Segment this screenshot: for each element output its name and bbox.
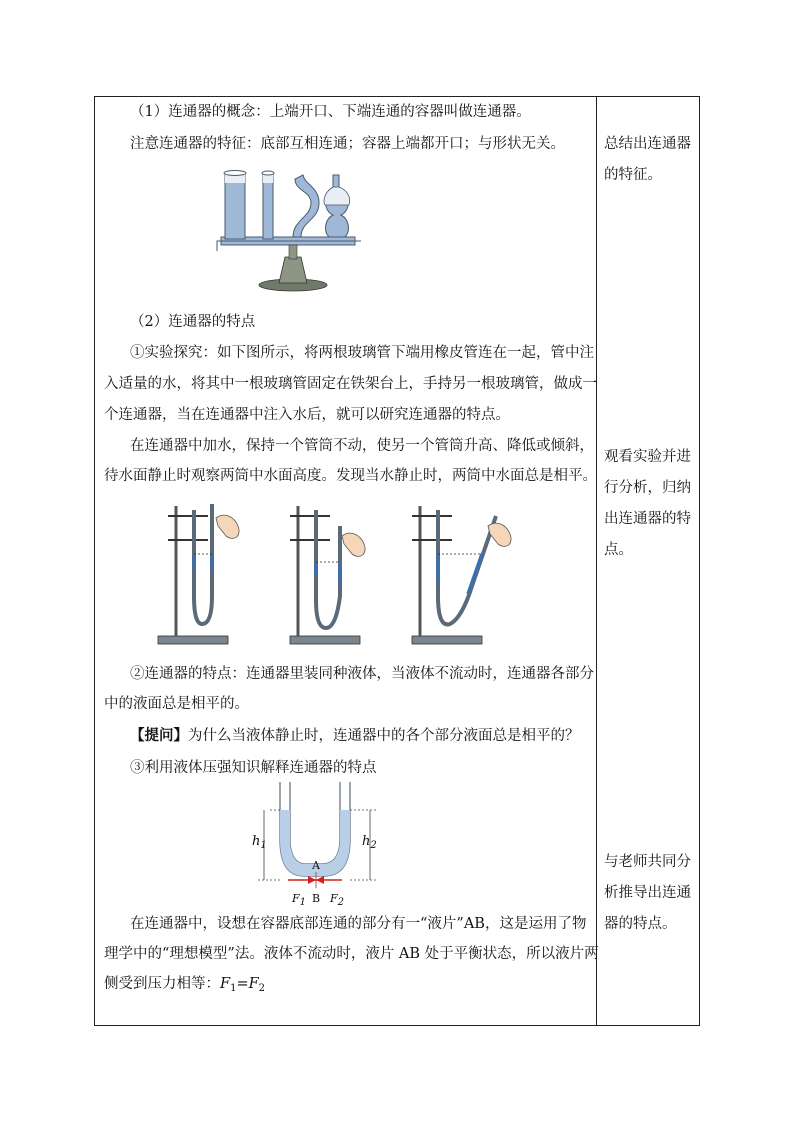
label-A: A: [312, 859, 320, 872]
column-divider: [596, 96, 597, 1026]
feature-line-1: ②连通器的特点：连通器里装同种液体，当液体不流动时，连通器各部分: [130, 666, 594, 682]
observation-line-2: 待水面静止时观察两筒中水面高度。发现当水静止时，两筒中水面总是相平。: [104, 468, 597, 484]
model-line-1: 在连通器中，设想在容器底部连通的部分有一“液片”AB，这是运用了物: [130, 916, 587, 932]
explain-heading: ③利用液体压强知识解释连通器的特点: [130, 760, 377, 776]
side-note-1-line-1: 总结出连通器: [604, 136, 691, 152]
concept-paragraph: （1）连通器的概念：上端开口、下端连通的容器叫做连通器。: [130, 104, 531, 120]
side-note-3-line-2: 析推导出连通: [604, 885, 691, 901]
question-tag: 【提问】: [130, 727, 188, 744]
label-h1: $h_1$: [252, 834, 267, 851]
features-heading: （2）连通器的特点: [130, 314, 256, 330]
feature-line-2: 中的液面总是相平的。: [104, 696, 249, 712]
setup-raised: [290, 506, 365, 644]
label-F2: F2: [330, 892, 345, 908]
feature-note-paragraph: 注意连通器的特征：底部互相连通；容器上端都开口；与形状无关。: [130, 136, 565, 152]
model-line-3: 侧受到压力相等：$F_1=F_2$: [104, 976, 266, 994]
side-note-1-line-2: 的特征。: [604, 167, 662, 183]
side-note-2-line-2: 行分析，归纳: [604, 480, 691, 496]
label-F1: F1: [292, 892, 307, 908]
experiment-line-3: 个连通器，当在连通器中注入水后，就可以研究连通器的特点。: [104, 407, 510, 423]
label-h2: $h_2$: [362, 834, 377, 851]
label-B: B: [312, 892, 321, 905]
question-text: 为什么当液体静止时，连通器中的各个部分液面总是相平的？: [188, 728, 580, 744]
observation-line-1: 在连通器中加水，保持一个管筒不动，使另一个管筒升高、降低或倾斜，: [130, 438, 594, 454]
side-note-2-line-3: 出连通器的特: [604, 511, 691, 527]
experiment-line-2: 入适量的水，将其中一根玻璃管固定在铁架台上，手持另一根玻璃管，做成一: [104, 376, 597, 392]
connected-vessels-figure: [215, 165, 365, 295]
setup-tilted: [412, 506, 511, 644]
side-note-2-line-1: 观看实验并进: [604, 449, 691, 465]
setup-level: [158, 504, 239, 644]
side-note-3-line-3: 器的特点。: [604, 916, 677, 932]
side-note-2-line-4: 点。: [604, 542, 633, 558]
experiment-line-1: ①实验探究：如下图所示，将两根玻璃管下端用橡皮管连在一起，管中注: [130, 345, 594, 361]
side-note-3-line-1: 与老师共同分: [604, 854, 691, 870]
question-line: [130, 726, 580, 746]
model-line-2: 理学中的“理想模型”法。液体不流动时，液片 AB 处于平衡状态，所以液片两: [104, 946, 599, 962]
experiment-setups-figure: [150, 496, 530, 648]
